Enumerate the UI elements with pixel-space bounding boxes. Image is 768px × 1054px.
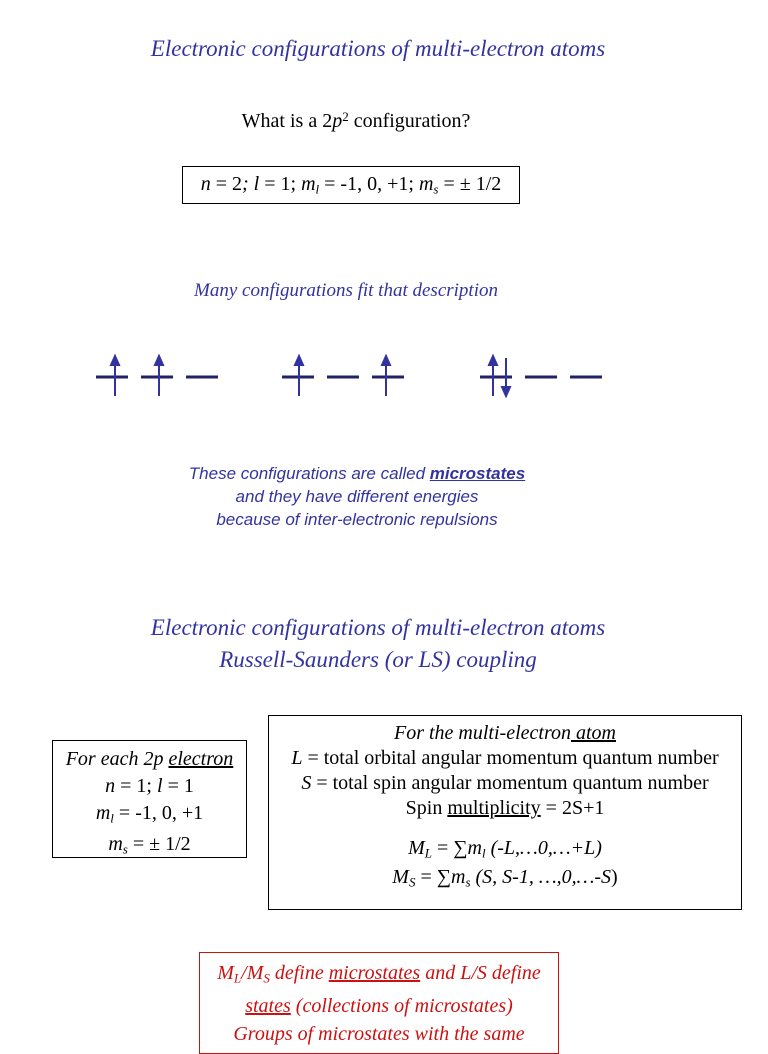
electron-quantum-box: For each 2p electron n = 1; l = 1 $m_l = -1$, 0, +1 $m_s$ = ± 1/2 (52, 740, 247, 858)
microstates-states-box: $M_L/M_S$ define microstates and L/S define states (collections of microstates) Groups of microstates with the same (199, 952, 559, 1054)
microstates-note: These configurations are called microstates and they have different energies because of inter-electronic repulsions (188, 464, 526, 529)
many-configurations-subtitle: Many configurations fit that description (194, 280, 498, 301)
quantum-numbers-box: n = 2; l = 1; $m_l = -1$, 0, +1; $m_s$ = ± 1/2 (182, 166, 520, 204)
orbital-diagram (0, 340, 768, 410)
slide2-title: Electronic configurations of multi-electron atoms Russell-Saunders (or LS) coupling (150, 615, 606, 672)
atom-quantum-box: For the multi-electron atom L = total orbital angular momentum quantum number S = total spin angular momentum quantum number Spin multiplicity = 2S+1 $M_L = \sum m_l$ (-L,…0,…+L) $M_S = \sum m_s$ (S, S-1, …,0,…-S) (268, 715, 742, 910)
question-text: What is a $2p^2$ configuration? (241, 109, 471, 132)
slide1-title: Electronic configurations of multi-electron atoms (150, 36, 606, 61)
